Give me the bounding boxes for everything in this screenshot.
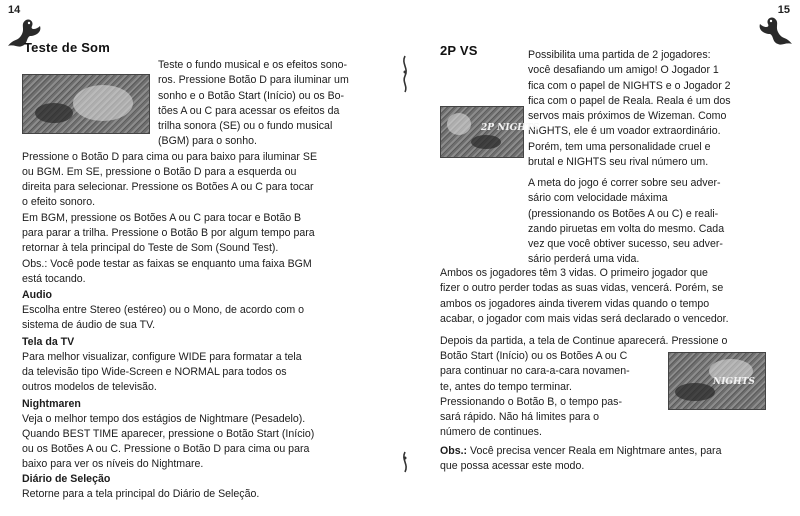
subheading-tela-da-tv: Tela da TV bbox=[22, 336, 75, 348]
text-line: Teste o fundo musical e os efeitos sono- bbox=[158, 59, 348, 71]
tela-tv-section bbox=[22, 335, 392, 395]
text-line: acabar, o jogador com mais vidas será declarado o vencedor. bbox=[440, 312, 729, 325]
text-line: baixo para ver os níveis do Nightmare. bbox=[22, 457, 204, 470]
text-line: fica com o papel de NIGHTS e o Jogador 2 bbox=[528, 79, 731, 92]
teste-paragraph-2 bbox=[22, 211, 392, 256]
text-line: sário perderá uma vida. bbox=[528, 253, 640, 266]
text-line: Para melhor visualizar, configure WIDE para formatar a tela bbox=[22, 350, 302, 363]
audio-section bbox=[22, 288, 392, 333]
text-line: outros modelos de televisão. bbox=[22, 380, 157, 393]
text-line: Pressionando o Botão B, o tempo pas- bbox=[440, 395, 622, 408]
page-number-right: 15 bbox=[777, 4, 790, 16]
text-line: sário com velocidade máxima bbox=[528, 192, 668, 205]
2pvs-goal bbox=[528, 176, 790, 268]
text-line: sistema de áudio de sua TV. bbox=[22, 318, 156, 331]
text-line: número de continues. bbox=[440, 426, 542, 439]
text-line: A meta do jogo é correr sobre seu adver- bbox=[528, 177, 721, 189]
text-line: (pressionando os Botões A ou C) e reali- bbox=[528, 207, 719, 220]
text-line: da televisão tipo Wide-Screen e NORMAL para todos os bbox=[22, 365, 287, 378]
text-line: ou BGM. Em SE, pressione o Botão D para a esquerda ou bbox=[22, 165, 297, 178]
screenshot-sound-test bbox=[22, 74, 150, 134]
text-line: para continuar no cara-a-cara novamen- bbox=[440, 365, 630, 378]
2pvs-continue-intro bbox=[440, 334, 792, 349]
text-line: que possa acessar este modo. bbox=[440, 460, 585, 473]
subheading-nightmaren: Nightmaren bbox=[22, 398, 81, 410]
text-line: ambos os jogadores ainda tiverem vidas quando o tempo bbox=[440, 297, 710, 310]
text-line: Retorne para a tela principal do Diário de Seleção. bbox=[22, 487, 260, 500]
2pvs-lives bbox=[440, 266, 792, 327]
text-line: (BGM) para o sonho. bbox=[158, 135, 257, 148]
text-line: tões A ou C para acessar os efeitos da bbox=[158, 104, 340, 117]
text-line: te, antes do tempo terminar. bbox=[440, 380, 572, 393]
page-number-left: 14 bbox=[8, 4, 21, 16]
screenshot-continue bbox=[668, 352, 766, 410]
obs-label: Obs.: bbox=[440, 445, 468, 457]
text-line: o efeito sonoro. bbox=[22, 195, 96, 208]
text-line: Depois da partida, a tela de Continue aparecerá. Pressione o bbox=[440, 335, 728, 347]
text-line: ou os Botões A ou C. Pressione o Botão D para cima ou para bbox=[22, 442, 310, 455]
2pvs-continue bbox=[440, 349, 666, 441]
text-line: Porém, tem uma personalidade cruel e bbox=[528, 140, 711, 153]
text-line: Ambos os jogadores têm 3 vidas. O primeiro jogador que bbox=[440, 267, 708, 279]
obs-line bbox=[440, 444, 792, 459]
2pvs-intro bbox=[528, 48, 790, 170]
text-line: fizer o outro perder todas as suas vidas, vencerá. Porém, se bbox=[440, 282, 724, 295]
teste-obs bbox=[22, 257, 392, 287]
text-line: vez que você obtiver sucesso, seu adver- bbox=[528, 238, 723, 251]
text-line: ros. Pressione Botão D para iluminar um bbox=[158, 74, 349, 87]
text-line: Possibilita uma partida de 2 jogadores: bbox=[528, 49, 711, 61]
nightmaren-section bbox=[22, 397, 392, 472]
2pvs-obs bbox=[440, 444, 792, 475]
obs-text: Você precisa vencer Reala em Nightmare antes, para bbox=[467, 445, 722, 457]
text-line: servos mais próximos de Wizeman. Como bbox=[528, 110, 727, 123]
section-title-teste-de-som: Teste de Som bbox=[24, 40, 110, 55]
text-line: está tocando. bbox=[22, 272, 86, 285]
screenshot-2p-vs bbox=[440, 106, 539, 158]
text-line: Quando BEST TIME aparecer, pressione o Botão Start (Início) bbox=[22, 427, 315, 440]
text-line: trilha sonora (SE) ou o fundo musical bbox=[158, 120, 333, 133]
diario-section bbox=[22, 472, 392, 502]
right-page bbox=[400, 0, 800, 516]
text-line: para parar a trilha. Pressione o Botão B por algum tempo para bbox=[22, 226, 315, 239]
text-line: Escolha entre Stereo (estéreo) ou o Mono, de acordo com o bbox=[22, 303, 305, 316]
dragon-ornament-icon bbox=[754, 14, 794, 48]
teste-paragraph-1 bbox=[22, 150, 392, 210]
teste-intro bbox=[158, 58, 394, 150]
text-line: Veja o melhor tempo dos estágios de Nightmare (Pesadelo). bbox=[22, 412, 306, 425]
text-line: sonho e o Botão Start (Início) ou os Bo- bbox=[158, 89, 345, 102]
text-line: zando piruetas em volta do mesmo. Cada bbox=[528, 222, 725, 235]
text-line: direita para selecionar. Pressione os Botões A ou C para tocar bbox=[22, 180, 314, 193]
text-line: fica com o papel de Reala. Reala é um dos bbox=[528, 94, 731, 107]
subheading-diario-de-selecao: Diário de Seleção bbox=[22, 473, 111, 485]
section-title-2p-vs: 2P VS bbox=[440, 43, 478, 58]
text-line: sará rápido. Não há limites para o bbox=[440, 411, 599, 424]
screenshot-caption: 2P NIGHTS bbox=[481, 123, 539, 133]
text-line: Botão Start (Início) ou os Botões A ou C bbox=[440, 350, 628, 362]
subheading-audio: Audio bbox=[22, 289, 53, 301]
text-line: brutal e NIGHTS seu rival número um. bbox=[528, 156, 709, 169]
screenshot-caption: NIGHTS bbox=[713, 377, 755, 387]
text-line: você desafiando um amigo! O Jogador 1 bbox=[528, 64, 719, 77]
text-line: Em BGM, pressione os Botões A ou C para tocar e Botão B bbox=[22, 212, 302, 224]
text-line: retornar à tela principal do Teste de Som (Sound Test). bbox=[22, 241, 279, 254]
text-line: Obs.: Você pode testar as faixas se enquanto uma faixa BGM bbox=[22, 258, 312, 270]
text-line: Pressione o Botão D para cima ou para baixo para iluminar SE bbox=[22, 151, 318, 163]
text-line: NIGHTS, ele é um voador extraordinário. bbox=[528, 125, 721, 138]
